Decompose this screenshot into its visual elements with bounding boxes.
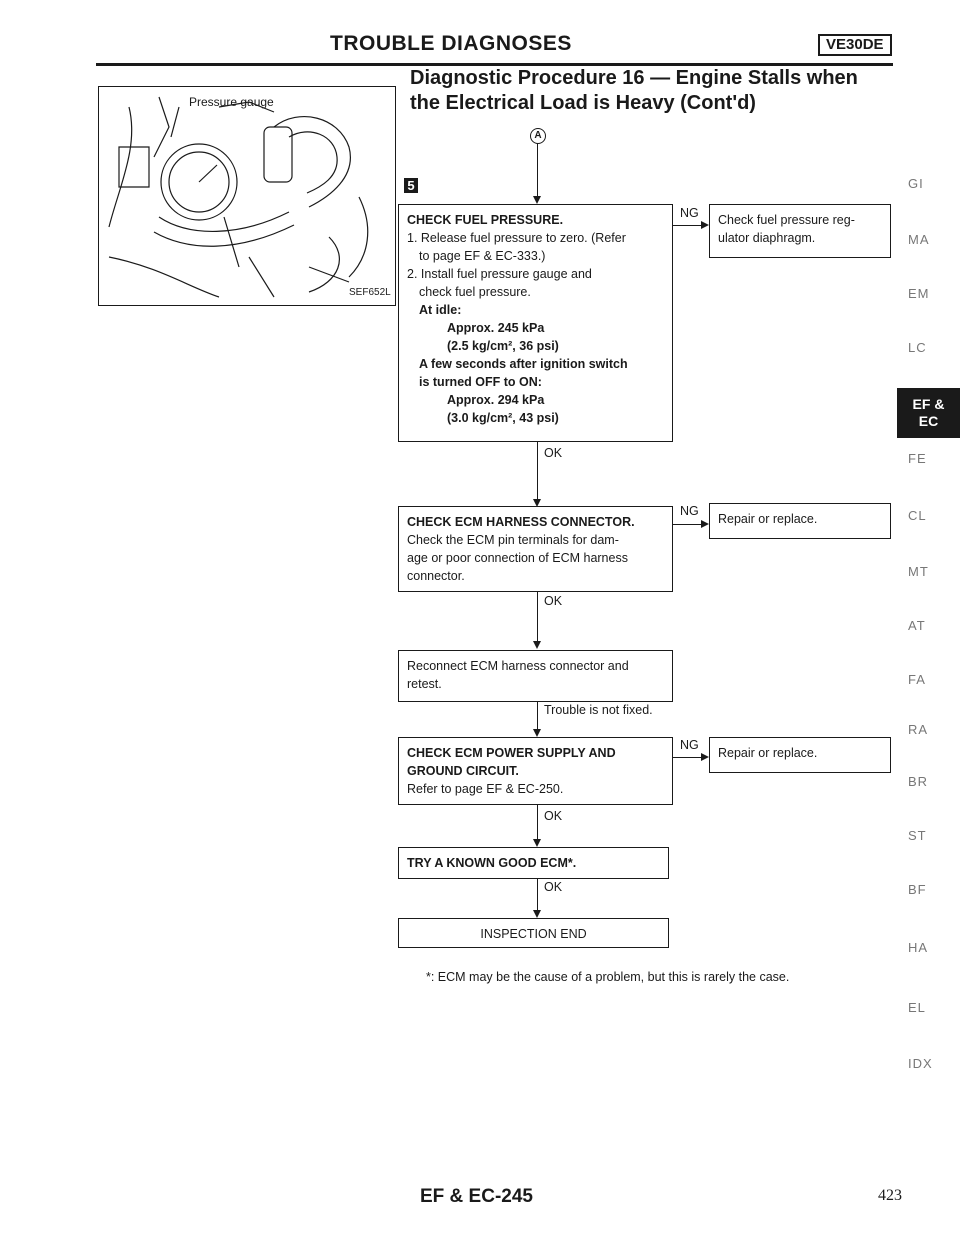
arrow-down-icon <box>533 839 541 847</box>
ng-action-line: Repair or replace. <box>718 746 818 760</box>
step-title: CHECK FUEL PRESSURE. <box>407 213 564 227</box>
side-tab-br[interactable]: BR <box>908 774 929 789</box>
ng-action-box <box>709 204 891 258</box>
page-number: 423 <box>878 1187 902 1204</box>
ng-action-box <box>709 503 891 539</box>
ng-action-line: ulator diaphragm. <box>718 231 816 245</box>
step-line: Check the ECM pin terminals for dam- <box>407 533 619 547</box>
spec-label: A few seconds after ignition switch <box>419 357 628 371</box>
connector-a-symbol <box>530 125 546 144</box>
step-line: age or poor connection of ECM harness <box>407 551 628 565</box>
inspection-end-box <box>398 918 669 948</box>
ng-line <box>673 757 703 758</box>
flow-line <box>537 805 538 840</box>
ok-label: OK <box>544 594 563 608</box>
ng-action-box <box>709 737 891 773</box>
active-tab-line-2: EC <box>918 413 939 429</box>
footnote: *: ECM may be the cause of a problem, but this is rarely the case. <box>426 970 790 984</box>
ng-label: NG <box>680 504 699 518</box>
figure-code: SEF652L <box>349 287 391 298</box>
side-tab-st[interactable]: ST <box>908 828 927 843</box>
step-line: to page EF & EC-333.) <box>419 249 546 263</box>
ng-label: NG <box>680 206 699 220</box>
flow-line <box>537 879 538 911</box>
side-tab-ra[interactable]: RA <box>908 722 929 737</box>
step-line: 1. Release fuel pressure to zero. (Refer <box>407 231 626 245</box>
step-title: CHECK ECM HARNESS CONNECTOR. <box>407 515 635 529</box>
spec-value: (3.0 kg/cm², 43 psi) <box>447 411 559 425</box>
side-tab-at[interactable]: AT <box>908 618 926 633</box>
spec-value: (2.5 kg/cm², 36 psi) <box>447 339 559 353</box>
procedure-heading-line-2: the Electrical Load is Heavy (Cont'd) <box>410 92 756 114</box>
ok-label: OK <box>544 446 563 460</box>
procedure-heading-line-1: Diagnostic Procedure 16 — Engine Stalls when <box>410 67 858 89</box>
arrow-right-icon <box>701 520 709 528</box>
pressure-gauge-label: Pressure gauge <box>189 95 274 109</box>
step-line: connector. <box>407 569 465 583</box>
try-known-good-ecm-box <box>398 847 669 879</box>
check-ecm-power-box <box>398 737 673 805</box>
flow-line <box>537 143 538 197</box>
end-text: INSPECTION END <box>480 927 587 941</box>
step-line: 2. Install fuel pressure gauge and <box>407 267 592 281</box>
ok-label: OK <box>544 880 563 894</box>
ng-line <box>673 225 703 226</box>
arrow-down-icon <box>533 196 541 204</box>
side-tab-ef-ec[interactable] <box>897 388 960 438</box>
side-tab-ha[interactable]: HA <box>908 940 929 955</box>
check-fuel-pressure-box <box>398 204 673 442</box>
step-line: retest. <box>407 677 442 691</box>
spec-label: At idle: <box>419 303 462 317</box>
arrow-down-icon <box>533 729 541 737</box>
side-tab-cl[interactable]: CL <box>908 508 927 523</box>
spec-value: Approx. 294 kPa <box>447 393 545 407</box>
side-tab-lc[interactable]: LC <box>908 340 927 355</box>
active-tab-line-1: EF & <box>912 396 945 412</box>
step-line: Reconnect ECM harness connector and <box>407 659 629 673</box>
section-title: TROUBLE DIAGNOSES <box>330 32 572 55</box>
arrow-right-icon <box>701 753 709 761</box>
flow-step-marker: 5 <box>404 178 418 193</box>
step-line: check fuel pressure. <box>419 285 531 299</box>
ng-label: NG <box>680 738 699 752</box>
ok-label: OK <box>544 809 563 823</box>
step-line: Refer to page EF & EC-250. <box>407 782 564 796</box>
spec-value: Approx. 245 kPa <box>447 321 545 335</box>
page-code: EF & EC-245 <box>420 1186 533 1207</box>
side-tab-el[interactable]: EL <box>908 1000 926 1015</box>
ng-action-line: Repair or replace. <box>718 512 818 526</box>
side-tab-fe[interactable]: FE <box>908 451 927 466</box>
flow-line <box>537 702 538 730</box>
engine-line-drawing <box>99 87 395 305</box>
side-tab-gi[interactable]: GI <box>908 176 924 191</box>
step-title: CHECK ECM POWER SUPPLY AND <box>407 746 616 760</box>
ng-action-line: Check fuel pressure reg- <box>718 213 855 227</box>
pressure-gauge-illustration <box>98 86 396 306</box>
side-tab-mt[interactable]: MT <box>908 564 929 579</box>
arrow-down-icon <box>533 910 541 918</box>
side-tab-ma[interactable]: MA <box>908 232 930 247</box>
step-title: TRY A KNOWN GOOD ECM*. <box>407 856 577 870</box>
ng-line <box>673 524 703 525</box>
side-tab-fa[interactable]: FA <box>908 672 926 687</box>
procedure-heading <box>410 66 858 116</box>
engine-code-badge: VE30DE <box>818 34 892 56</box>
result-label: Trouble is not fixed. <box>544 703 653 717</box>
reconnect-ecm-box <box>398 650 673 702</box>
connector-a-label: A <box>530 128 546 144</box>
side-tab-em[interactable]: EM <box>908 286 930 301</box>
arrow-right-icon <box>701 221 709 229</box>
check-ecm-harness-box <box>398 506 673 592</box>
flow-line <box>537 592 538 642</box>
side-tab-bf[interactable]: BF <box>908 882 927 897</box>
step-title: GROUND CIRCUIT. <box>407 764 519 778</box>
arrow-down-icon <box>533 641 541 649</box>
flow-line <box>537 442 538 500</box>
spec-label: is turned OFF to ON: <box>419 375 542 389</box>
side-tab-idx[interactable]: IDX <box>908 1056 933 1071</box>
